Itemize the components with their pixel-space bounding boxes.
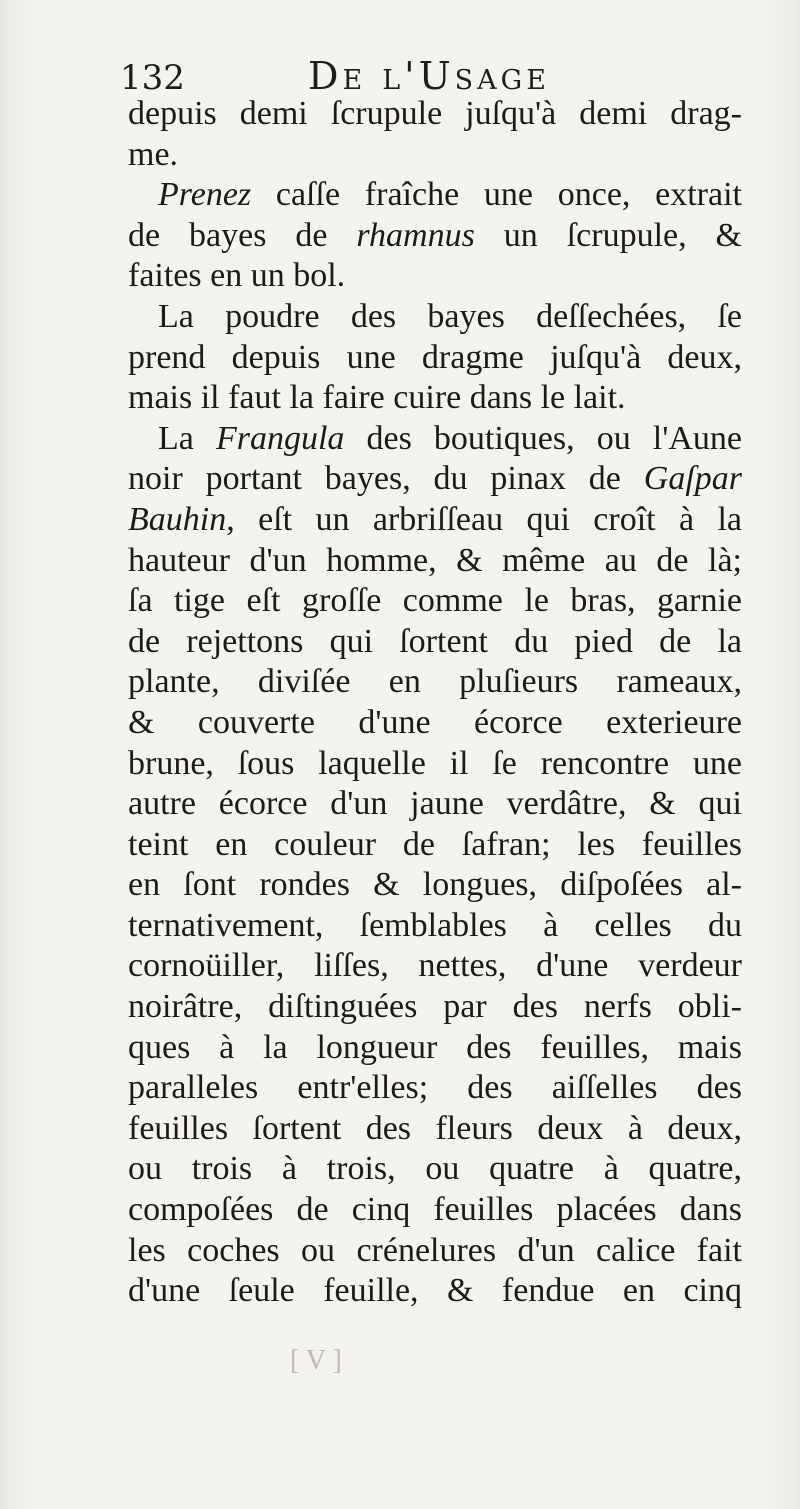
text-line: mais il faut la faire cuire dans le lait. bbox=[128, 379, 626, 417]
text-line: d'une ſeule feuille, & fendue en cinq bbox=[128, 1272, 742, 1310]
text-line: prend depuis une dragme juſqu'à deux, bbox=[128, 338, 742, 376]
text-line: compoſées de cinq feuilles placées dans bbox=[128, 1191, 742, 1229]
italic-term: Frangula bbox=[215, 419, 345, 457]
text-line: me. bbox=[128, 135, 179, 173]
text-line: en ſont rondes & longues, diſpoſées al- bbox=[128, 866, 742, 904]
running-head: De l'Usage bbox=[308, 54, 550, 98]
italic-term: Gaſpar bbox=[643, 460, 742, 498]
text-line: plante, diviſée en pluſieurs rameaux, bbox=[128, 663, 742, 701]
text-line: paralleles entr'elles; des aiſſelles des bbox=[128, 1069, 742, 1107]
text-line: noir portant bayes, du pinax de Gaſpar bbox=[128, 460, 742, 498]
text-line: Prenez caſſe fraîche une once, extrait bbox=[158, 176, 742, 214]
text-line: ou trois à trois, ou quatre à quatre, bbox=[128, 1150, 742, 1188]
italic-term: Prenez bbox=[158, 176, 252, 214]
text-line: La poudre des bayes deſſechées, ſe bbox=[158, 297, 742, 335]
text-line: faites en un bol. bbox=[128, 257, 346, 295]
text-line: ques à la longueur des feuilles, mais bbox=[128, 1028, 742, 1066]
text-line: noirâtre, diſtinguées par des nerfs obli- bbox=[128, 988, 742, 1026]
text-line: teint en couleur de ſafran; les feuilles bbox=[128, 825, 742, 863]
text-line: autre écorce d'un jaune verdâtre, & qui bbox=[128, 785, 742, 823]
italic-term: Bauhin bbox=[128, 500, 227, 538]
text-line: & couverte d'une écorce exterieure bbox=[128, 703, 742, 741]
page-number: 132 bbox=[120, 58, 185, 98]
text-line: hauteur d'un homme, & même au de là; bbox=[128, 541, 742, 579]
text-line: ternativement, ſemblables à celles du bbox=[128, 906, 742, 944]
text-line: feuilles ſortent des fleurs deux à deux, bbox=[128, 1109, 742, 1147]
text-line: de rejettons qui ſortent du pied de la bbox=[128, 622, 742, 660]
italic-term: rhamnus bbox=[356, 216, 475, 254]
text-line: ſa tige eſt groſſe comme le bras, garnie bbox=[128, 582, 742, 620]
text-line: La Frangula des boutiques, ou l'Aune bbox=[158, 419, 742, 457]
text-line: brune, ſous laquelle il ſe rencontre une bbox=[128, 744, 742, 782]
text-line: de bayes de rhamnus un ſcrupule, & bbox=[128, 216, 742, 254]
text-line: Bauhin, eſt un arbriſſeau qui croît à la bbox=[128, 500, 742, 538]
body-text bbox=[128, 94, 742, 1312]
text-line: depuis demi ſcrupule juſqu'à demi drag- bbox=[128, 95, 742, 132]
text-line: cornoüiller, liſſes, nettes, d'une verdeur bbox=[128, 947, 742, 985]
text-line: les coches ou crénelures d'un calice fait bbox=[128, 1231, 742, 1269]
catchword: [ V ] bbox=[290, 1345, 342, 1376]
